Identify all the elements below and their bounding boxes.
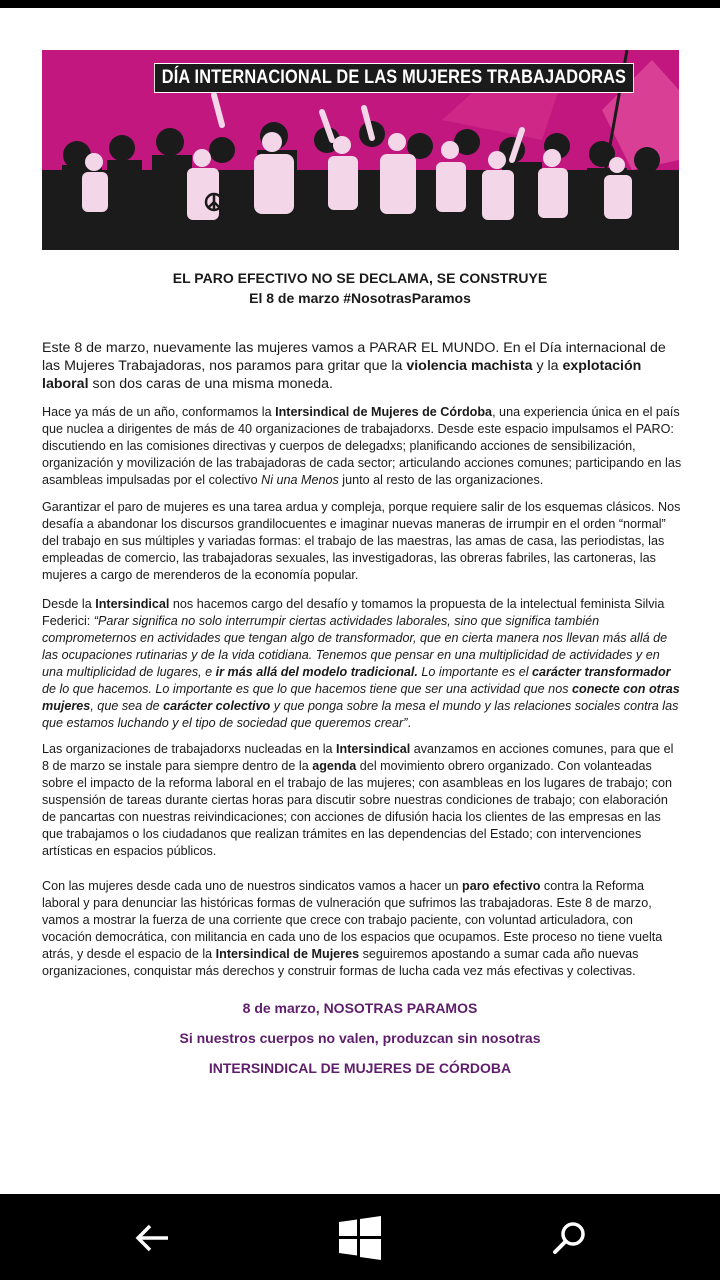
document-page	[0, 8, 720, 1194]
closing-signature: INTERSINDICAL DE MUJERES DE CÓRDOBA	[208, 1060, 512, 1076]
status-bar	[0, 0, 720, 8]
closing-line-1: 8 de marzo, NOSOTRAS PARAMOS	[242, 1000, 478, 1016]
paragraph-intersindical: Hace ya más de un año, conformamos la Intersindical de Mujeres de Córdoba, una experiencia única en el país que nuclea a dirigentes de más de 40 organizaciones de trabajadorxs. Desde este espacio impulsamos el PARO: discutiendo en las comisiones directivas y cuerpos de delegadxs; planificando acciones de sensibilización, organización y movilización de las trabajadoras de cada sector; articulando acciones comunes; participando en las asambleas impulsadas por el colectivo Ni una Menos junto al resto de las organizaciones.	[42, 405, 682, 487]
paragraph-federici: Desde la Intersindical nos hacemos cargo del desafío y tomamos la propuesta de la intelectual feminista Silvia Federici: “Parar significa no solo interrumpir ciertas actividades laborales, sino que significa también comprometernos en actividades que tengan algo de transformador, que en cierta manera nos llevan más allá de las ocupaciones rutinarias y de la vida cotidiana. Tenemos que pensar en una multiplicidad de actividades y en una multiplicidad de lugares, e ir más allá del modelo tradicional. Lo importante es el carácter transformador de lo que hacemos. Lo importante es que lo que hacemos tiene que ser una actividad que nos conecte con otras mujeres, que sea de carácter colectivo y que ponga sobre la mesa el mundo y las relaciones sociales contra las que estamos luchando y el tipo de sociedad que queremos crear”.	[42, 597, 680, 730]
headline-main: EL PARO EFECTIVO NO SE DECLAMA, SE CONSTRUYE	[172, 270, 548, 286]
navigation-bar	[0, 1194, 720, 1280]
home-button[interactable]	[332, 1210, 388, 1266]
back-button[interactable]	[124, 1210, 180, 1266]
windows-logo-icon	[337, 1215, 383, 1261]
back-arrow-icon	[132, 1218, 172, 1258]
banner-title: DÍA INTERNACIONAL DE LAS MUJERES TRABAJADORAS	[154, 63, 634, 93]
banner-image	[42, 50, 679, 250]
closing-line-2: Si nuestros cuerpos no valen, produzcan sin nosotras	[179, 1030, 541, 1046]
intro-paragraph: Este 8 de marzo, nuevamente las mujeres vamos a PARAR EL MUNDO. En el Día internacional de las Mujeres Trabajadoras, nos paramos para gritar que la violencia machista y la explotación laboral son dos caras de una misma moneda.	[42, 340, 666, 392]
paragraph-acciones: Las organizaciones de trabajadorxs nucleadas en la Intersindical avanzamos en acciones comunes, para que el 8 de marzo se instale para siempre dentro de la agenda del movimiento obrero organizado. Con volanteadas sobre el impacto de la reforma laboral en el trabajo de las mujeres; con asambleas en los lugares de trabajo; con suspensión de tareas durante ciertas horas para discutir sobre nuestras condiciones de trabajo; con elaboración de pancartas con nuestras reivindicaciones; con acciones de difusión hacia los clientes de las empresas en las que trabajamos o los ciudadanos que realizan trámites en las dependencias del Estado; con intervenciones artísticas en espacios públicos.	[42, 742, 674, 858]
search-icon	[550, 1218, 590, 1258]
headline-sub: El 8 de marzo #NosotrasParamos	[249, 290, 471, 306]
paragraph-garantizar: Garantizar el paro de mujeres es una tarea ardua y compleja, porque requiere salir de los esquemas clásicos. Nos desafía a abandonar los discursos grandilocuentes e imaginar nuevas maneras de irrumpir en el orden “normal” del trabajo en sus múltiples y variadas formas: el trabajo de las maestras, las amas de casa, las periodistas, las empleadas de comercio, las trabajadoras sexuales, las investigadoras, las obreras fabriles, las cartoneras, las mujeres a cargo de merenderos de la economía popular.	[42, 500, 681, 582]
paragraph-paro-efectivo: Con las mujeres desde cada uno de nuestros sindicatos vamos a hacer un paro efectivo contra la Reforma laboral y para denunciar las históricas formas de vulneración que sufrimos las trabajadoras. Este 8 de marzo, vamos a mostrar la fuerza de una corriente que crece con trabajo paciente, con voluntad articuladora, con vocación democrática, con militancia en cada uno de los espacios que ocupamos. Este proceso no tiene vuelta atrás, y desde el espacio de la Intersindical de Mujeres seguiremos apostando a sumar cada año nuevas organizaciones, conquistar más derechos y construir formas de lucha cada vez más efectivas y colectivas.	[42, 879, 663, 978]
search-button[interactable]	[542, 1210, 598, 1266]
